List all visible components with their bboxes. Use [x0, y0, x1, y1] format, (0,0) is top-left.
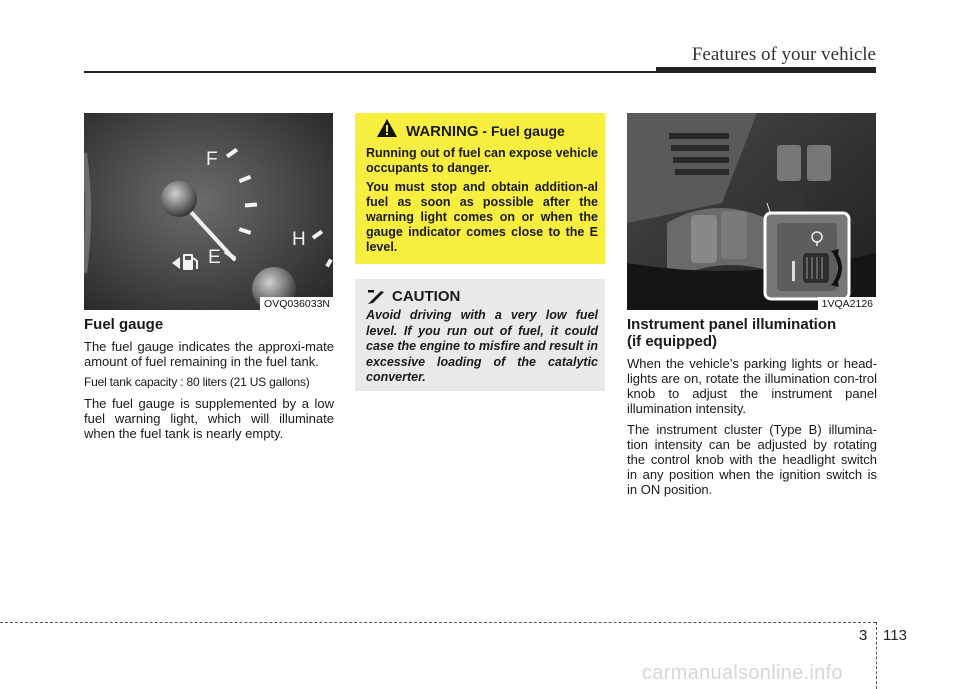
caution-box: [355, 279, 605, 391]
gauge-label-hot: H: [292, 229, 306, 250]
header-title: Features of your vehicle: [691, 44, 876, 65]
warning-subtitle: - Fuel gauge: [478, 123, 565, 139]
gauge-hub: [161, 181, 197, 217]
page-number: 113: [883, 627, 907, 644]
warning-paragraph: Running out of fuel can expose vehicle occupants to danger.: [366, 146, 598, 175]
body-paragraph: The fuel gauge is supplemented by a low fuel warning light, which will illuminate when the fuel tank is nearly empty.: [84, 396, 334, 441]
chapter-number: 3: [859, 627, 868, 644]
caution-title: CAUTION: [392, 288, 461, 305]
image-code: 1VQA2126: [818, 297, 876, 310]
section-heading: Instrument panel illumination: [627, 316, 837, 333]
warning-box: [355, 113, 605, 264]
caution-heading: [366, 288, 598, 306]
body-paragraph: The fuel gauge indicates the approxi-mate amount of fuel remaining in the fuel tank.: [84, 339, 334, 369]
illumination-knob-callout: [765, 213, 849, 299]
warning-paragraph: You must stop and obtain addition-al fuel as soon as possible after the warning light comes on or when the gauge indicator comes close to the E level.: [366, 180, 598, 254]
watermark-text: carmanualsonline.info: [642, 662, 843, 684]
caution-pencil-icon: [368, 290, 386, 304]
illumination-section: [627, 316, 877, 503]
section-heading-sub: (if equipped): [627, 333, 717, 350]
fuel-gauge-photo: [84, 113, 333, 310]
instrument-illumination-photo: [627, 113, 876, 310]
fuel-capacity-text: Fuel tank capacity : 80 liters (21 US gallons): [84, 375, 310, 389]
footer-rule: [0, 622, 876, 623]
image-code: OVQ036033N: [260, 297, 333, 310]
footer-divider: [876, 622, 877, 689]
body-paragraph: The instrument cluster (Type B) illumina-tion intensity can be adjusted by rotating the control knob with the headlight switch in any position when the ignition switch is in ON position.: [627, 422, 877, 497]
warning-triangle-icon: [376, 118, 398, 138]
caution-text: Avoid driving with a very low fuel level. If you run out of fuel, it could case the engine to misfire and result in excessive loading of the catalytic converter.: [366, 308, 598, 384]
warning-title: WARNING: [406, 123, 479, 140]
body-paragraph: When the vehicle’s parking lights or head-lights are on, rotate the illumination con-trol knob to adjust the instrument panel illumination intensity.: [627, 356, 877, 416]
warning-heading: [366, 122, 598, 141]
fuel-gauge-section: [84, 316, 334, 447]
section-heading: Fuel gauge: [84, 316, 164, 333]
header-rule-accent: [656, 67, 876, 73]
gauge-label-full: F: [206, 149, 218, 170]
gauge-label-empty: E: [208, 247, 221, 268]
